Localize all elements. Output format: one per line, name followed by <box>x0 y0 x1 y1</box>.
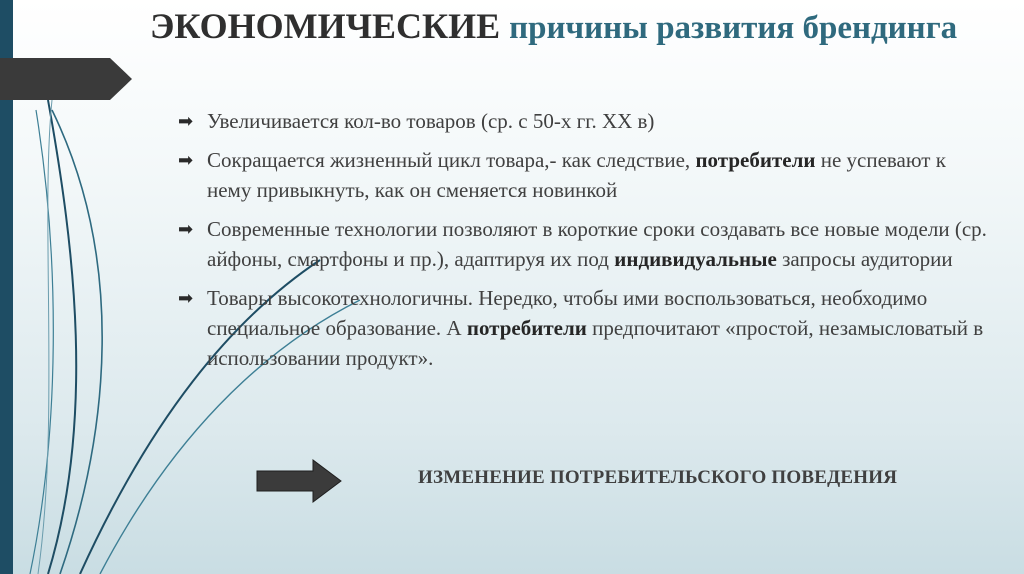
bold-term: потребители <box>466 316 587 340</box>
bullet-item <box>178 283 988 373</box>
title-part1: ЭКОНОМИЧЕСКИЕ <box>150 6 501 46</box>
arrow-right-icon: ➡ <box>178 288 194 308</box>
title-part2: причины развития брендинга <box>509 10 958 46</box>
bullet-item <box>178 106 988 136</box>
bullet-text: предпочитают «простой, незамысловатый в использовании продукт». <box>207 316 984 370</box>
conclusion-text: ИЗМЕНЕНИЕ ПОТРЕБИТЕЛЬСКОГО ПОВЕДЕНИЯ <box>418 467 898 488</box>
bullet-item <box>178 214 988 274</box>
arrow-right-icon: ➡ <box>178 219 194 239</box>
title-marker-arrow <box>0 58 132 100</box>
bullet-text: Увеличивается кол-во товаров (ср. с 50-х гг. XX в) <box>207 109 655 133</box>
arrow-right-icon: ➡ <box>178 150 194 170</box>
bullet-text: Современные технологии позволяют в короткие сроки создавать все новые модели (ср. айфоны, смартфоны и пр.), адаптируя их под <box>207 217 987 271</box>
bullet-text: Товары высокотехнологичны. Нередко, чтобы ими воспользоваться, необходимо специальное образование. А <box>207 286 928 340</box>
bold-term: индивидуальные <box>614 247 777 271</box>
bullet-text: не успевают к нему привыкнуть, как он сменяется новинкой <box>207 148 946 202</box>
bullet-item <box>178 145 988 205</box>
conclusion-arrow-icon <box>255 458 343 504</box>
bold-term: потребители <box>695 148 816 172</box>
bullet-text: Сокращается жизненный цикл товара,- как следствие, <box>207 148 696 172</box>
bullet-list <box>178 106 988 382</box>
slide-title <box>150 4 970 50</box>
bullet-text: запросы аудитории <box>776 247 953 271</box>
arrow-right-icon: ➡ <box>178 111 194 131</box>
